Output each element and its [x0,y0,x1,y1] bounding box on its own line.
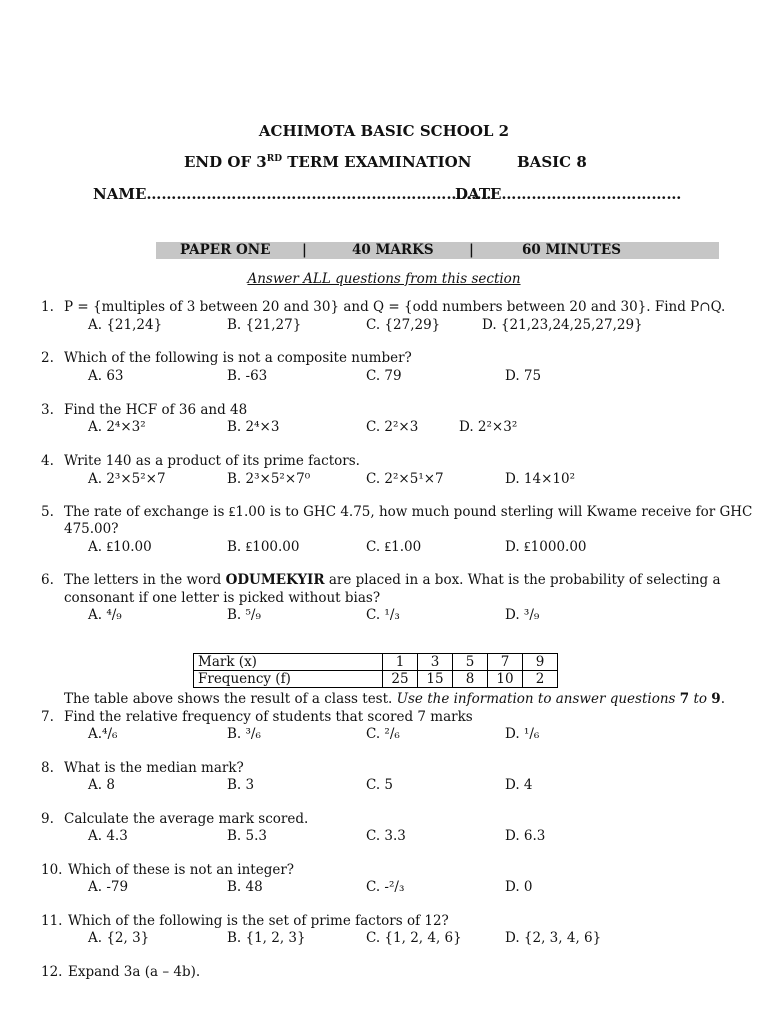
table-cell: 3 [418,654,453,671]
table-cell: 10 [488,671,523,688]
option-c: C. {27,29} [366,317,441,333]
question-text: Calculate the average mark scored. [64,811,309,827]
school-name: ACHIMOTA BASIC SCHOOL 2 [258,122,510,140]
table-row-label: Frequency (f) [194,671,383,688]
question-text: Find the HCF of 36 and 48 [64,402,248,418]
option-a: A. ⁴/₉ [88,607,122,623]
question-text-cont: consonant if one letter is picked without bias? [64,590,381,606]
question-number: 5. [41,504,54,520]
option-b: B. {21,27} [227,317,302,333]
banner-sep-2: | [469,242,474,258]
instruction: Answer ALL questions from this section [247,271,521,287]
date-field: DATE……………………………… [455,185,682,203]
option-a: A. 4.3 [88,828,128,844]
paper-banner [156,242,719,259]
table-cell: 25 [383,671,418,688]
option-c: C. 5 [366,777,394,793]
frequency-table [193,653,558,688]
option-c: C. ₤1.00 [366,539,422,555]
option-b: B. ₤100.00 [227,539,300,555]
option-c: C. 3.3 [366,828,406,844]
marks-label: 40 MARKS [352,242,434,258]
table-cell: 7 [488,654,523,671]
question-text: P = {multiples of 3 between 20 and 30} and Q = {odd numbers between 20 and 30}. Find P∩Q. [64,299,726,315]
table-cell: 1 [383,654,418,671]
option-d: D. 4 [505,777,533,793]
option-b: B. 3 [227,777,255,793]
question-number: 12. [41,964,63,980]
option-a: A. ₤10.00 [88,539,152,555]
option-c: C. -²/₃ [366,879,405,895]
name-field: NAME…………………………………………………………… [93,185,492,203]
option-c: C. ¹/₃ [366,607,400,623]
option-b: B. ⁵/₉ [227,607,261,623]
table-cell: 9 [523,654,558,671]
banner-sep-1: | [302,242,307,258]
option-b: B. 2³×5²×7⁰ [227,471,311,487]
option-a: A.⁴/₆ [88,726,118,742]
question-text: Which of these is not an integer? [68,862,295,878]
table-caption: The table above shows the result of a class test. Use the information to answer questions 7 to 9. [64,691,725,707]
option-c: C. 2²×5¹×7 [366,471,444,487]
question-text: What is the median mark? [64,760,244,776]
option-b: B. 5.3 [227,828,267,844]
question-text: Write 140 as a product of its prime factors. [64,453,360,469]
question-number: 4. [41,453,54,469]
option-d: D. ¹/₆ [505,726,540,742]
question-number: 6. [41,572,54,588]
class-label: BASIC 8 [517,153,587,171]
option-a: A. 63 [88,368,124,384]
option-a: A. 2³×5²×7 [88,471,166,487]
option-a: A. 2⁴×3² [88,419,146,435]
option-d: D. 75 [505,368,542,384]
option-d: D. 2²×3² [459,419,518,435]
option-a: A. -79 [88,879,129,895]
option-c: C. ²/₆ [366,726,400,742]
question-text-cont: 475.00? [64,521,119,537]
option-a: A. {21,24} [88,317,163,333]
time-label: 60 MINUTES [522,242,621,258]
option-c: C. 2²×3 [366,419,419,435]
option-d: D. {2, 3, 4, 6} [505,930,602,946]
table-row [194,654,558,671]
table-cell: 5 [453,654,488,671]
question-number: 1. [41,299,54,315]
question-number: 2. [41,350,54,366]
option-d: D. ₤1000.00 [505,539,587,555]
option-b: B. {1, 2, 3} [227,930,306,946]
question-text: Which of the following is the set of prime factors of 12? [68,913,449,929]
question-number: 9. [41,811,54,827]
option-a: A. 8 [88,777,115,793]
option-d: D. 14×10² [505,471,576,487]
exam-title: END OF 3RD TERM EXAMINATION [184,153,472,171]
question-text: Expand 3a (a – 4b). [68,964,201,980]
paper-label: PAPER ONE [180,242,271,258]
question-text: Which of the following is not a composite number? [64,350,412,366]
question-number: 10. [41,862,63,878]
option-d: D. ³/₉ [505,607,540,623]
option-c: C. 79 [366,368,402,384]
question-number: 11. [41,913,63,929]
option-b: B. -63 [227,368,268,384]
option-b: B. 48 [227,879,263,895]
table-row-label: Mark (x) [194,654,383,671]
table-cell: 15 [418,671,453,688]
option-b: B. ³/₆ [227,726,261,742]
question-text: The rate of exchange is ₤1.00 is to GHC 4.75, how much pound sterling will Kwame receive for GHC [64,504,753,520]
option-a: A. {2, 3} [88,930,150,946]
question-text: Find the relative frequency of students that scored 7 marks [64,709,473,725]
question-number: 7. [41,709,54,725]
table-row [194,671,558,688]
option-d: D. 6.3 [505,828,546,844]
option-c: C. {1, 2, 4, 6} [366,930,462,946]
option-b: B. 2⁴×3 [227,419,280,435]
option-d: D. 0 [505,879,533,895]
question-number: 8. [41,760,54,776]
option-d: D. {21,23,24,25,27,29} [482,317,643,333]
table-cell: 8 [453,671,488,688]
question-number: 3. [41,402,54,418]
question-text: The letters in the word ODUMEKYIR are placed in a box. What is the probability of selecting a [64,572,721,588]
table-cell: 2 [523,671,558,688]
